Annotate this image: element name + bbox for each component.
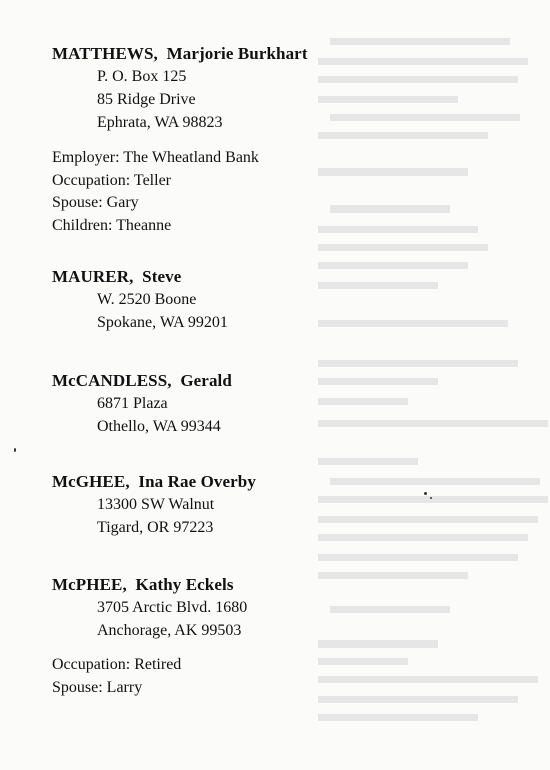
address-line: W. 2520 Boone: [97, 291, 197, 308]
scan-speck: [424, 492, 427, 495]
address-line: Tigard, OR 97223: [97, 519, 214, 536]
detail-children: Children: Theanne: [52, 216, 172, 234]
address-line: Othello, WA 99344: [97, 418, 221, 435]
entry-address: [52, 493, 256, 539]
address-line: 3705 Arctic Blvd. 1680: [97, 599, 248, 616]
address-line: Anchorage, AK 99503: [97, 622, 242, 639]
entry-surname: MATTHEWS,: [52, 44, 158, 63]
entry-given-name: Kathy Eckels: [135, 575, 234, 594]
address-line: Ephrata, WA 98823: [97, 114, 223, 131]
entry-name: [52, 370, 232, 392]
detail-employer: Employer: The Wheatland Bank: [52, 149, 259, 166]
detail-occupation: Occupation: Retired: [52, 656, 182, 673]
detail-spouse: Spouse: Larry: [52, 678, 143, 696]
entry-surname: McCANDLESS,: [52, 371, 172, 390]
entry-details: [52, 654, 181, 699]
scan-speck: [430, 497, 432, 499]
entry-address: [52, 596, 247, 642]
entry-surname: McPHEE,: [52, 575, 127, 594]
directory-entry: [52, 43, 308, 134]
entry-name: [52, 266, 228, 288]
entry-address: [52, 392, 232, 438]
directory-entry: [52, 574, 247, 642]
entry-name: [52, 574, 247, 596]
address-line: Spokane, WA 99201: [97, 314, 228, 331]
entry-surname: McGHEE,: [52, 472, 130, 491]
scan-speck: [14, 448, 16, 452]
entry-details: [52, 147, 259, 237]
entry-surname: MAURER,: [52, 267, 134, 286]
entry-given-name: Ina Rae Overby: [138, 472, 256, 491]
address-line: 13300 SW Walnut: [97, 496, 215, 513]
detail-spouse: Spouse: Gary: [52, 194, 139, 211]
entry-given-name: Gerald: [180, 371, 232, 390]
detail-occupation: Occupation: Teller: [52, 171, 171, 189]
address-line: 6871 Plaza: [97, 395, 168, 412]
entry-address: [52, 288, 228, 334]
directory-entry: [52, 266, 228, 334]
entry-address: [52, 65, 308, 134]
entry-given-name: Steve: [142, 267, 182, 286]
entry-given-name: Marjorie Burkhart: [166, 44, 308, 63]
address-line: 85 Ridge Drive: [97, 91, 196, 108]
entry-name: [52, 43, 308, 65]
directory-entry: [52, 471, 256, 539]
address-line: P. O. Box 125: [97, 68, 187, 85]
entry-name: [52, 471, 256, 493]
directory-entry: [52, 370, 232, 438]
